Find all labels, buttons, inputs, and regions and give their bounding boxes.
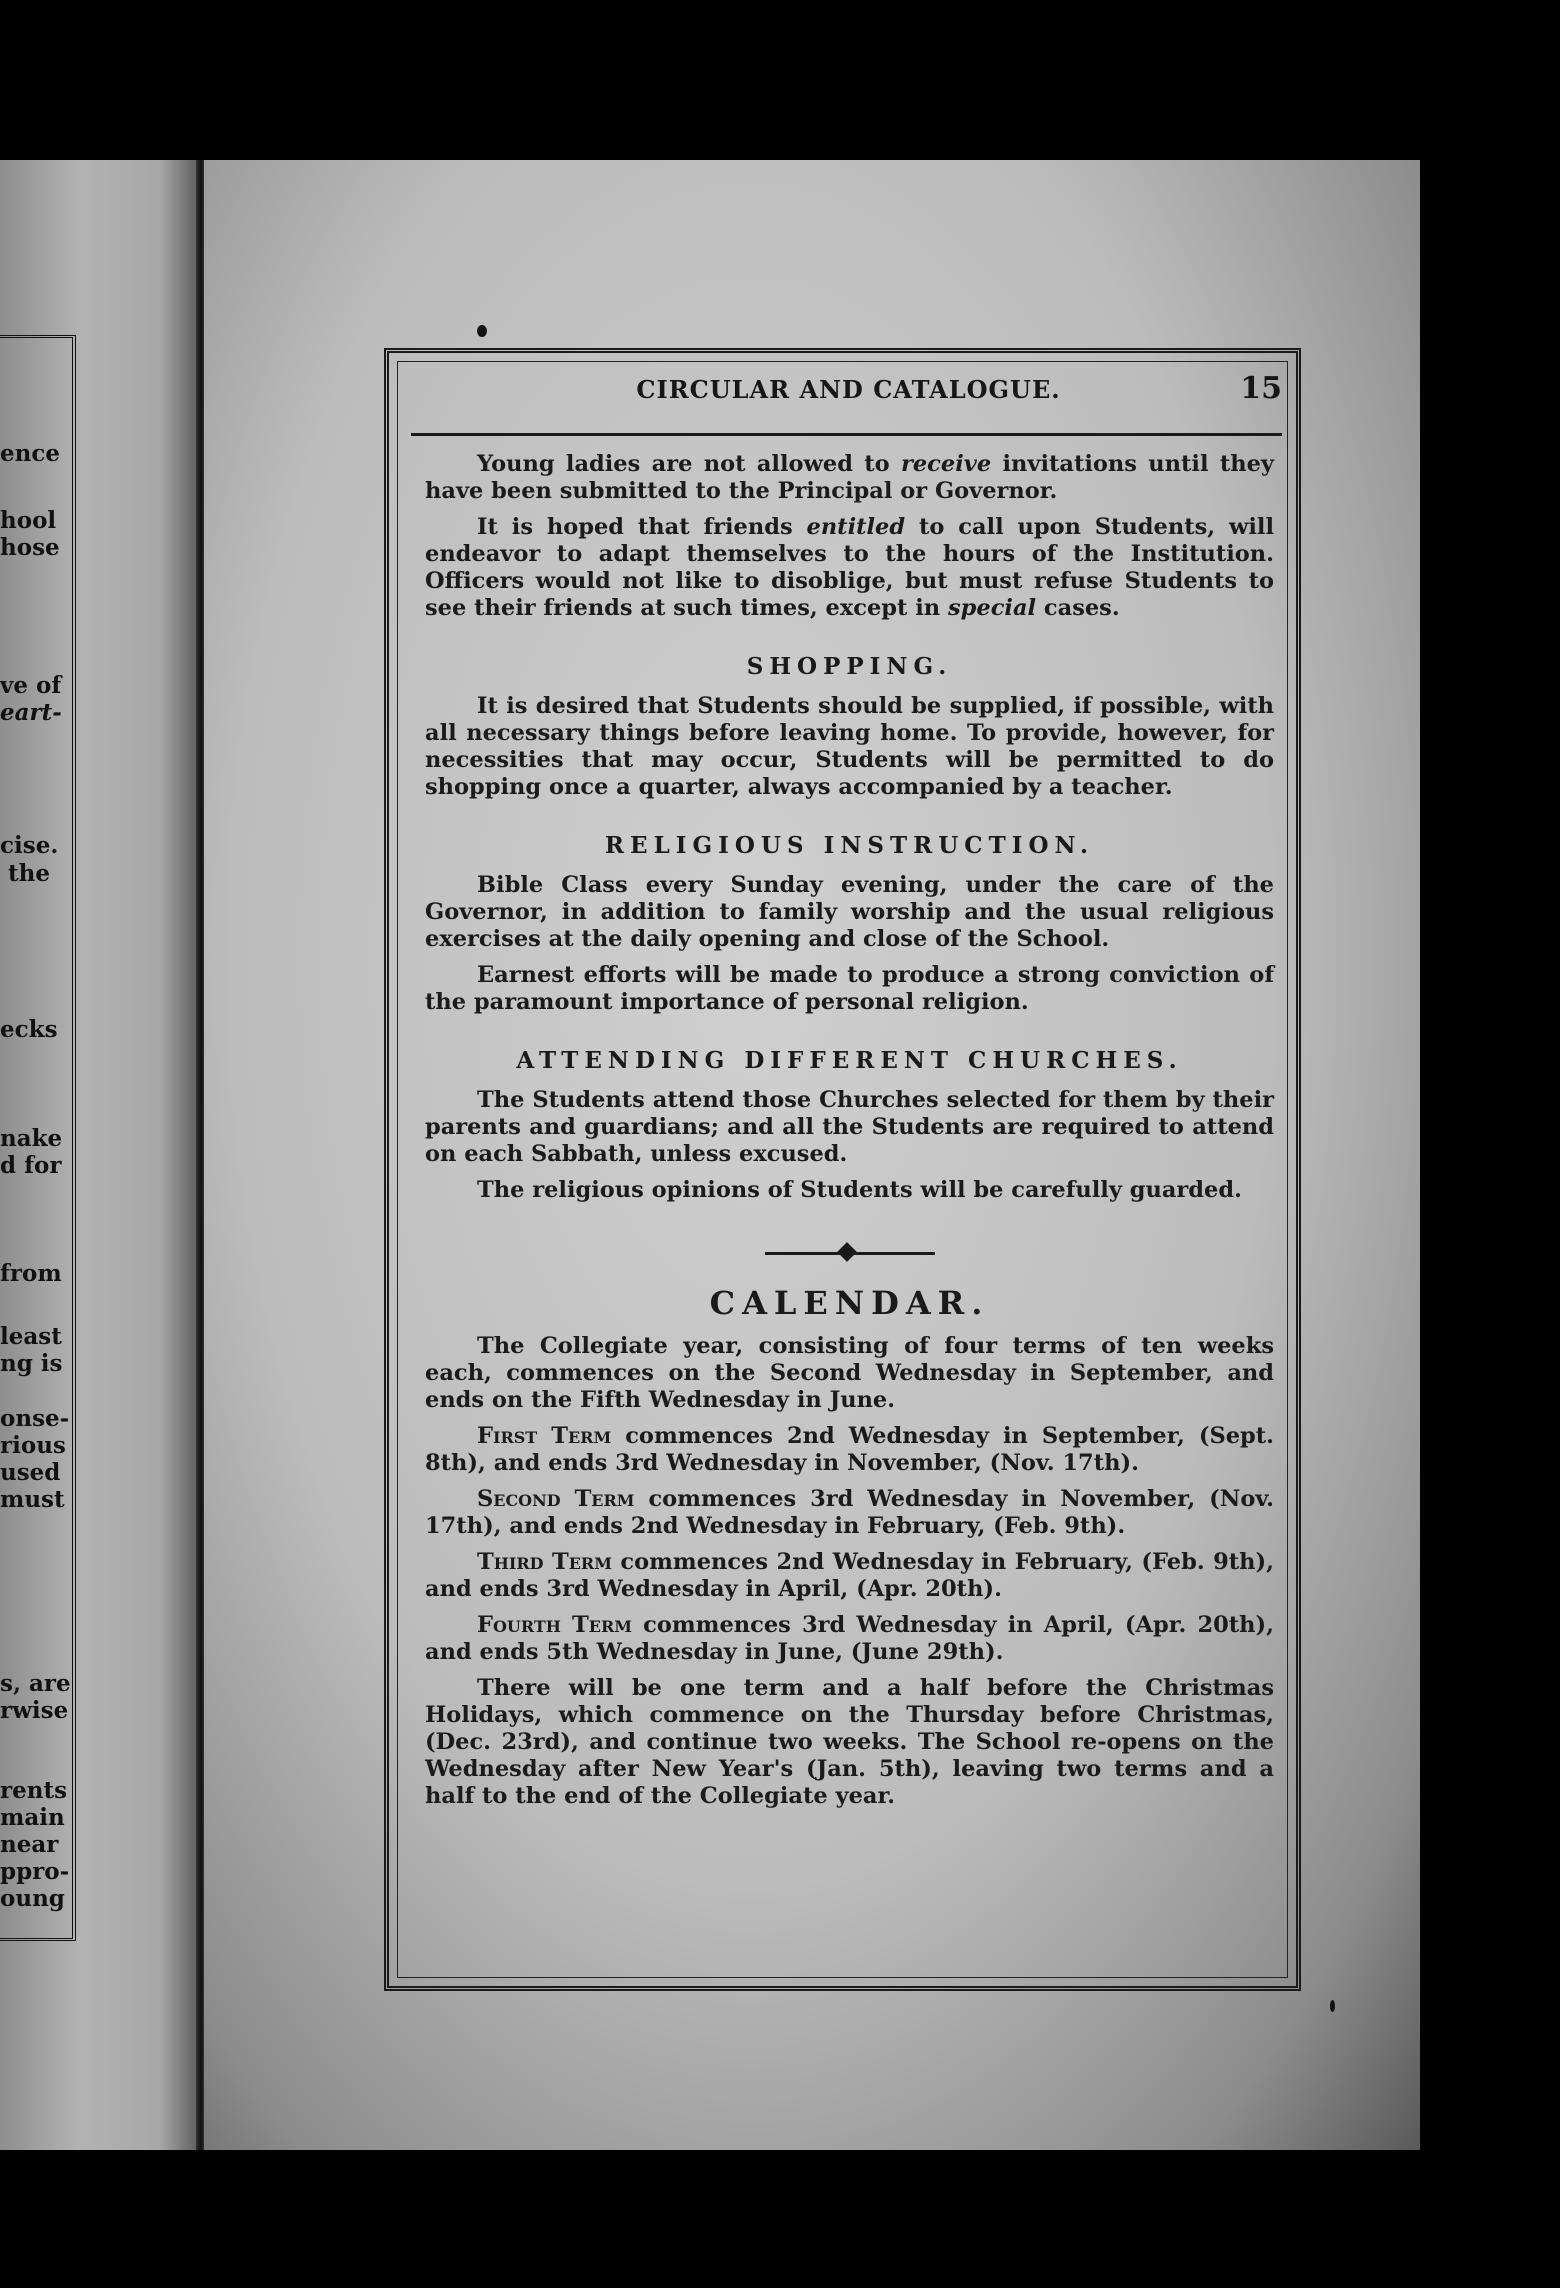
- running-head: CIRCULAR AND CATALOGUE.: [636, 375, 1061, 404]
- section-heading-calendar: CALENDAR.: [709, 1284, 990, 1322]
- paragraph: Earnest efforts will be made to produce a strong conviction of the paramount importance of personal religion.: [425, 962, 1274, 1015]
- term-paragraph: First Term commences 2nd Wednesday in September, (Sept. 8th), and ends 3rd Wednesday in November, (Nov. 17th).: [425, 1423, 1274, 1476]
- facing-page-fragment: ence: [0, 440, 60, 467]
- term-paragraph: Second Term commences 3rd Wednesday in November, (Nov. 17th), and ends 2nd Wednesday in February, (Feb. 9th).: [425, 1486, 1274, 1539]
- paragraph: Young ladies are not allowed to receive invitations until they have been submitted to the Principal or Governor.: [425, 451, 1274, 504]
- page-number: 15: [1240, 371, 1282, 406]
- paragraph: The Students attend those Churches selected for them by their parents and guardians; and all the Students are required to attend on each Sabbath, unless excused.: [425, 1087, 1274, 1167]
- facing-page-fragment: cise.: [0, 832, 59, 859]
- section-heading-religious: RELIGIOUS INSTRUCTION.: [604, 832, 1095, 859]
- paragraph: It is hoped that friends entitled to call upon Students, will endeavor to adapt themselves to the hours of the Institution. Officers would not like to disoblige, but must refuse Students to see their friends at such times, except in special cases.: [425, 514, 1274, 621]
- ornament-diamond-icon: [837, 1242, 857, 1262]
- facing-page-fragment: from: [0, 1260, 62, 1287]
- term-paragraph: Third Term commences 2nd Wednesday in February, (Feb. 9th), and ends 3rd Wednesday in April, (Apr. 20th).: [425, 1549, 1275, 1602]
- facing-page-fragment: rwise: [0, 1697, 69, 1724]
- facing-page-fragment: rious: [0, 1432, 66, 1459]
- facing-page-fragment: ecks: [0, 1016, 58, 1043]
- facing-page-fragment: ng is: [0, 1350, 63, 1377]
- page-header: [415, 371, 1282, 409]
- ink-speck: [477, 325, 487, 337]
- facing-page-fragment: least: [0, 1323, 62, 1350]
- facing-page-fragment: hose: [0, 534, 60, 561]
- facing-page-edge: [0, 160, 200, 2150]
- header-rule: [411, 433, 1282, 436]
- facing-page-fragment: nake: [0, 1125, 63, 1152]
- paragraph: The Collegiate year, consisting of four terms of ten weeks each, commences on the Second Wednesday in September, and ends on the Fifth Wednesday in June.: [425, 1333, 1274, 1413]
- facing-page-fragment: used: [0, 1459, 61, 1486]
- paragraph: There will be one term and a half before the Christmas Holidays, which commence on the Thursday before Christmas, (Dec. 23rd), and continue two weeks. The School re-opens on the Wednesday after New Year's (Jan. 5th), leaving two terms and a half to the end of the Collegiate year.: [425, 1675, 1274, 1809]
- facing-page-fragment: near: [0, 1831, 59, 1858]
- facing-page-fragment: oung: [0, 1885, 65, 1912]
- term-name: Second Term: [477, 1486, 635, 1512]
- page-body: [425, 451, 1274, 1819]
- paragraph: The religious opinions of Students will be carefully guarded.: [477, 1177, 1242, 1203]
- facing-page-fragment: onse-: [0, 1405, 70, 1432]
- page-border: [384, 348, 1301, 1991]
- section-heading-shopping: SHOPPING.: [746, 653, 953, 680]
- facing-page-fragment: rents: [0, 1777, 68, 1804]
- paragraph: It is desired that Students should be supplied, if possible, with all necessary things before leaving home. To provide, however, for necessities that may occur, Students will be permitted to do shopping once a quarter, always accompanied by a teacher.: [425, 693, 1274, 800]
- facing-page-fragment: ve of: [0, 672, 62, 699]
- facing-page-fragment: ppro-: [0, 1858, 70, 1885]
- facing-page-fragment: d for: [0, 1152, 62, 1179]
- facing-page-fragment: s, are: [0, 1670, 71, 1697]
- facing-page-fragment: eart-: [0, 699, 62, 726]
- term-paragraph: Fourth Term commences 3rd Wednesday in April, (Apr. 20th), and ends 5th Wednesday in June, (June 29th).: [425, 1612, 1274, 1665]
- ink-speck: [1330, 2000, 1335, 2012]
- term-name: First Term: [477, 1423, 612, 1449]
- paragraph: Bible Class every Sunday evening, under the care of the Governor, in addition to family worship and the usual religious exercises at the daily opening and close of the School.: [425, 872, 1274, 952]
- term-name: Third Term: [477, 1549, 612, 1575]
- facing-page-fragment: the: [8, 860, 50, 887]
- facing-page-fragment: main: [0, 1804, 65, 1831]
- section-heading-churches: ATTENDING DIFFERENT CHURCHES.: [516, 1047, 1183, 1074]
- ornament-divider: [425, 1238, 1274, 1268]
- facing-page-fragment: hool: [0, 507, 57, 534]
- facing-page-fragment: must: [0, 1486, 65, 1513]
- term-name: Fourth Term: [477, 1612, 632, 1638]
